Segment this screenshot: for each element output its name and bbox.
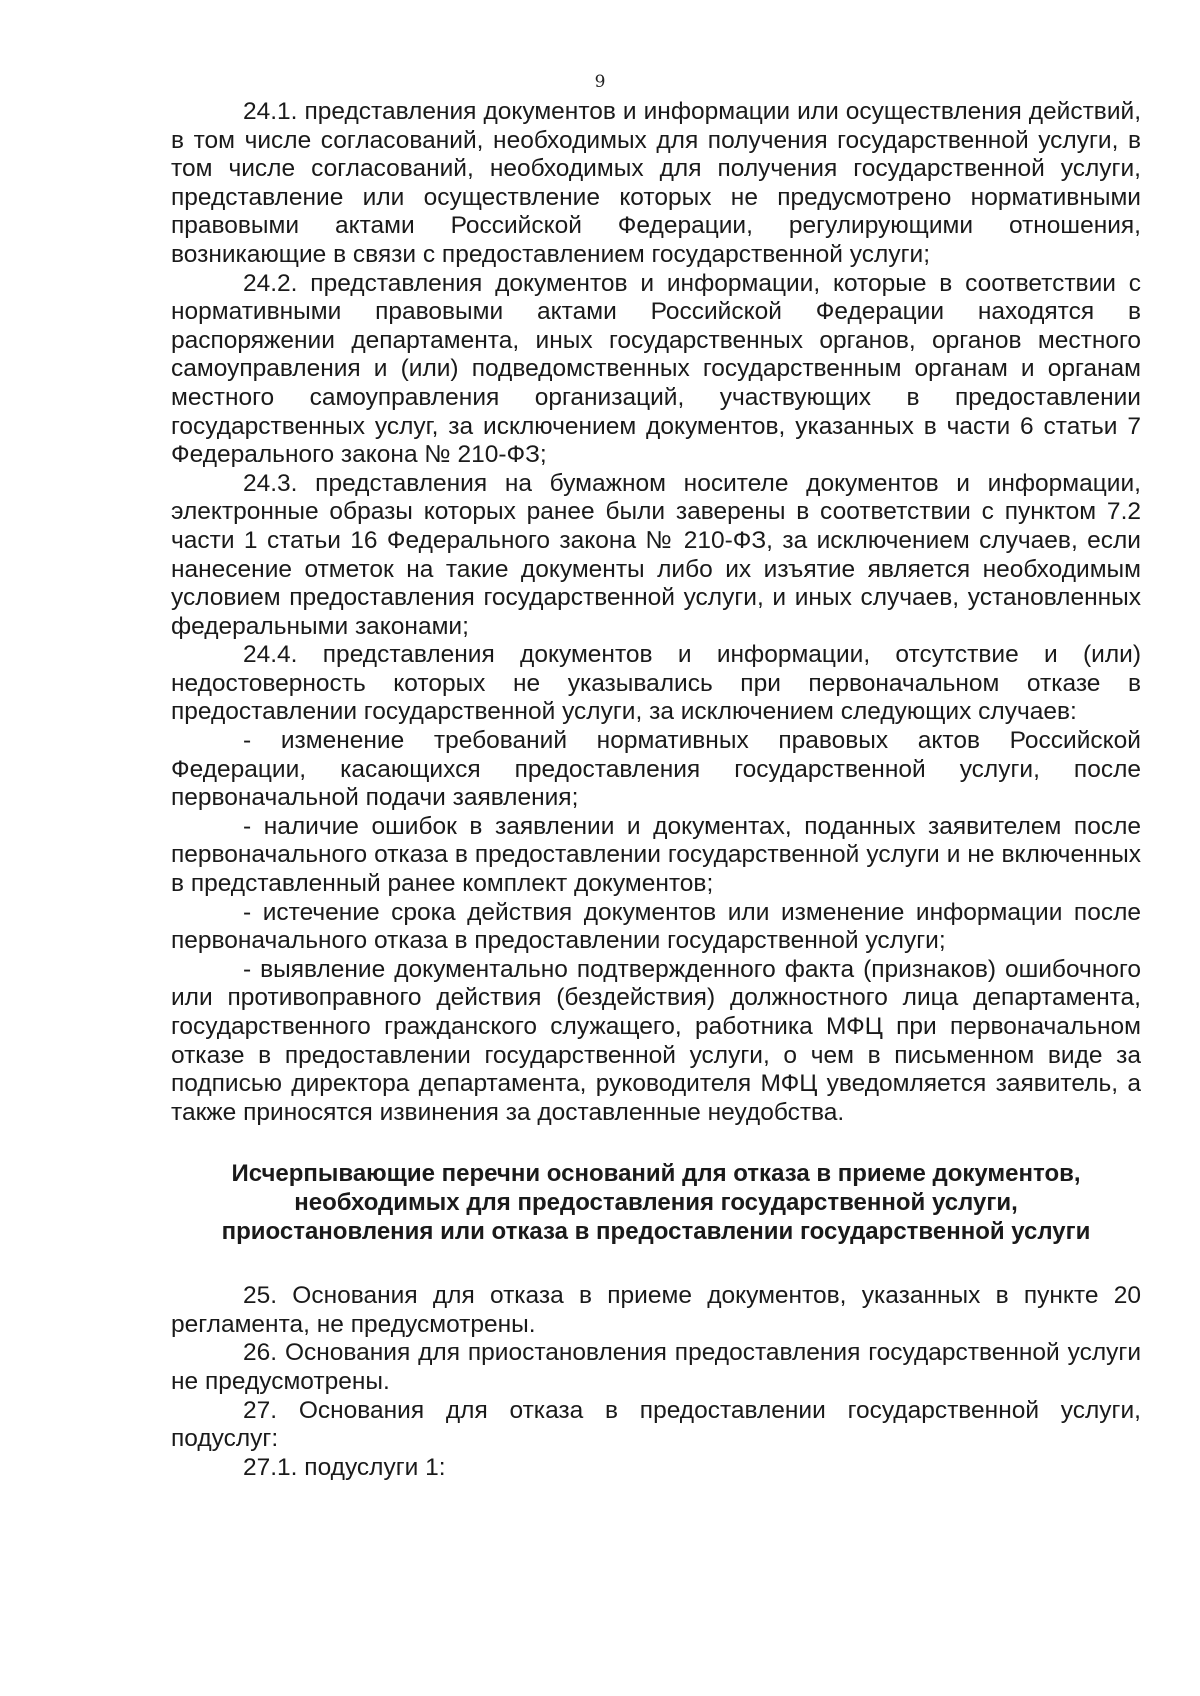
heading-line-2: необходимых для предоставления государственной услуги, bbox=[294, 1188, 1018, 1216]
list-item-requirements-change: - изменение требований нормативных правовых актов Российской Федерации, касающихся предоставления государственной услуги, после первоначальной подачи заявления; bbox=[171, 727, 1141, 812]
section-heading bbox=[171, 1160, 1141, 1246]
paragraph-25: 25. Основания для отказа в приеме документов, указанных в пункте 20 регламента, не предусмотрены. bbox=[171, 1282, 1141, 1338]
paragraph-24-2: 24.2. представления документов и информации, которые в соответствии с нормативными правовыми актами Российской Федерации находятся в распоряжении департамента, иных государственных органов, органов местного самоуправления и (или) подведомственных государственным органам и органам местного самоуправления организаций, участвующих в предоставлении государственных услуг, за исключением документов, указанных в части 6 статьи 7 Федерального закона № 210-ФЗ; bbox=[171, 269, 1141, 469]
heading-line-1: Исчерпывающие перечни оснований для отказа в приеме документов, bbox=[231, 1160, 1081, 1188]
heading-line-3: приостановления или отказа в предоставлении государственной услуги bbox=[221, 1217, 1091, 1245]
page-number: 9 bbox=[594, 72, 606, 92]
list-item-misconduct: - выявление документально подтвержденного факта (признаков) ошибочного или противоправного действия (бездействия) должностного лица департамента, государственного гражданского служащего, работника МФЦ при первоначальном отказе в предоставлении государственной услуги, о чем в письменном виде за подписью директора департамента, руководителя МФЦ уведомляется заявитель, а также приносятся извинения за доставленные неудобства. bbox=[171, 955, 1141, 1126]
paragraph-24-1: 24.1. представления документов и информации или осуществления действий, в том числе согласований, необходимых для получения государственной услуги, в том числе согласований, необходимых для получения государственной услуги, представление или осуществление которых не предусмотрено нормативными правовыми актами Российской Федерации, регулирующими отношения, возникающие в связи с предоставлением государственной услуги; bbox=[171, 98, 1141, 268]
paragraph-27: 27. Основания для отказа в предоставлении государственной услуги, подуслуг: bbox=[171, 1396, 1141, 1453]
paragraph-27-1: 27.1. подуслуги 1: bbox=[243, 1453, 446, 1481]
paragraph-26: 26. Основания для приостановления предоставления государственной услуги не предусмотрены. bbox=[171, 1339, 1141, 1395]
paragraph-24-4: 24.4. представления документов и информации, отсутствие и (или) недостоверность которых не указывались при первоначальном отказе в предоставлении государственной услуги, за исключением следующих случаев: bbox=[171, 641, 1141, 726]
paragraph-24-3: 24.3. представления на бумажном носителе документов и информации, электронные образы которых ранее были заверены в соответствии с пунктом 7.2 части 1 статьи 16 Федерального закона № 210-ФЗ, за исключением случаев, если нанесение отметок на такие документы либо их изъятие является необходимым условием предоставления государственной услуги, и иных случаев, установленных федеральными законами; bbox=[171, 469, 1141, 640]
list-item-expiry: - истечение срока действия документов или изменение информации после первоначального отказа в предоставлении государственной услуги; bbox=[171, 898, 1141, 955]
document-body bbox=[171, 98, 1141, 1482]
list-item-errors: - наличие ошибок в заявлении и документах, поданных заявителем после первоначального отказа в предоставлении государственной услуги и не включенных в представленный ранее комплект документов; bbox=[171, 812, 1141, 898]
